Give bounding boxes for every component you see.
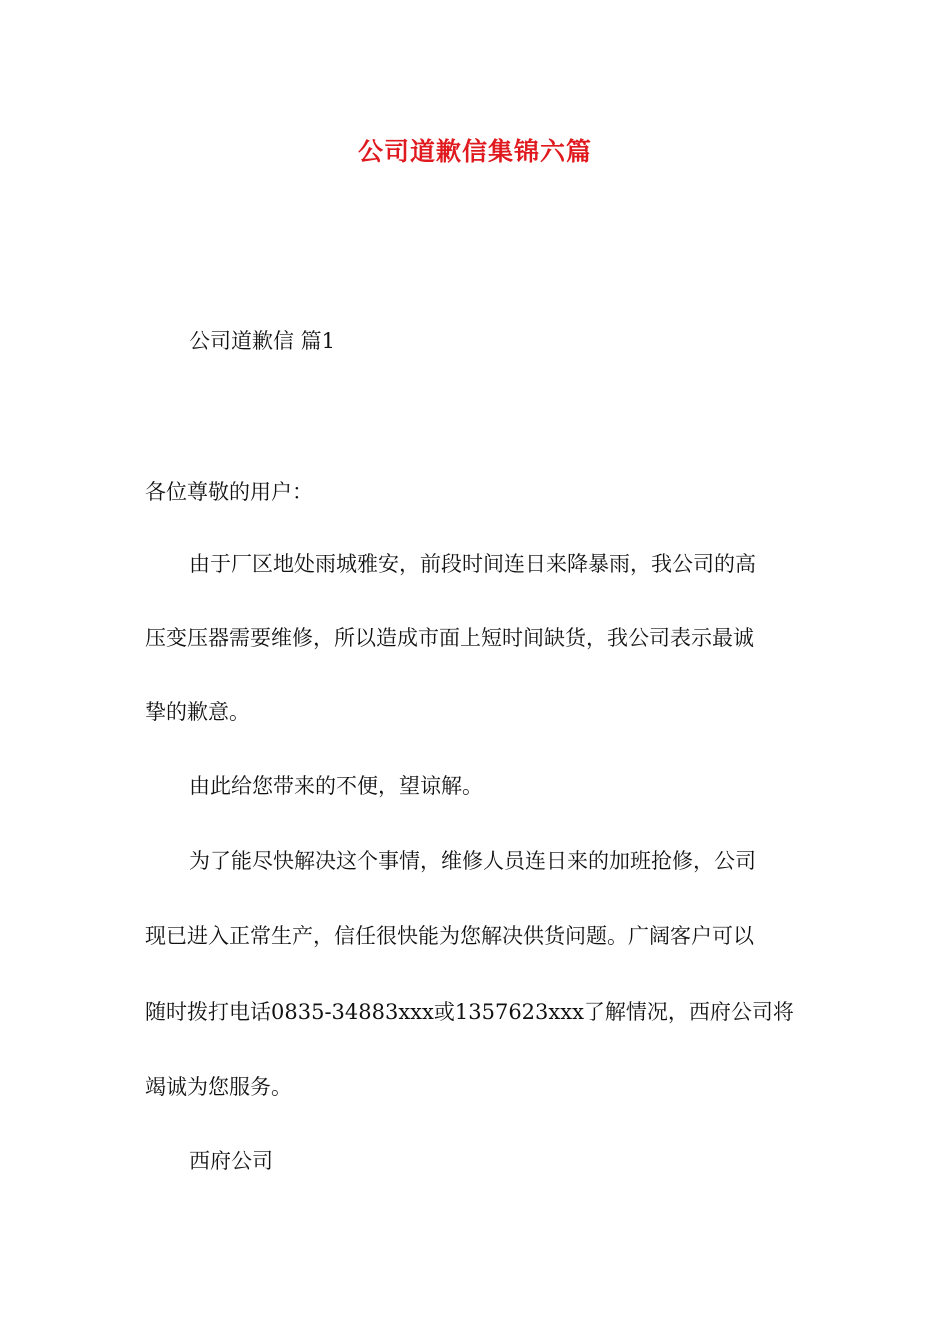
- body-line-7: 随时拨打电话0835-34883xxx或1357623xxx了解情况，西府公司将: [145, 1000, 794, 1024]
- body-line-4: 由此给您带来的不便，望谅解。: [189, 774, 483, 798]
- salutation: 各位尊敬的用户：: [145, 480, 313, 504]
- body-line-8: 竭诚为您服务。: [145, 1075, 292, 1099]
- body-line-2: 压变压器需要维修，所以造成市面上短时间缺货，我公司表示最诚: [145, 626, 754, 650]
- body-line-1: 由于厂区地处雨城雅安，前段时间连日来降暴雨，我公司的高: [189, 552, 756, 576]
- section-heading: 公司道歉信 篇1: [189, 329, 336, 353]
- signature: 西府公司: [189, 1149, 273, 1173]
- body-line-5: 为了能尽快解决这个事情，维修人员连日来的加班抢修，公司: [189, 849, 756, 873]
- body-line-3: 挚的歉意。: [145, 700, 250, 724]
- document-title: 公司道歉信集锦六篇: [357, 137, 592, 166]
- body-line-6: 现已进入正常生产，信任很快能为您解决供货问题。广阔客户可以: [145, 924, 754, 948]
